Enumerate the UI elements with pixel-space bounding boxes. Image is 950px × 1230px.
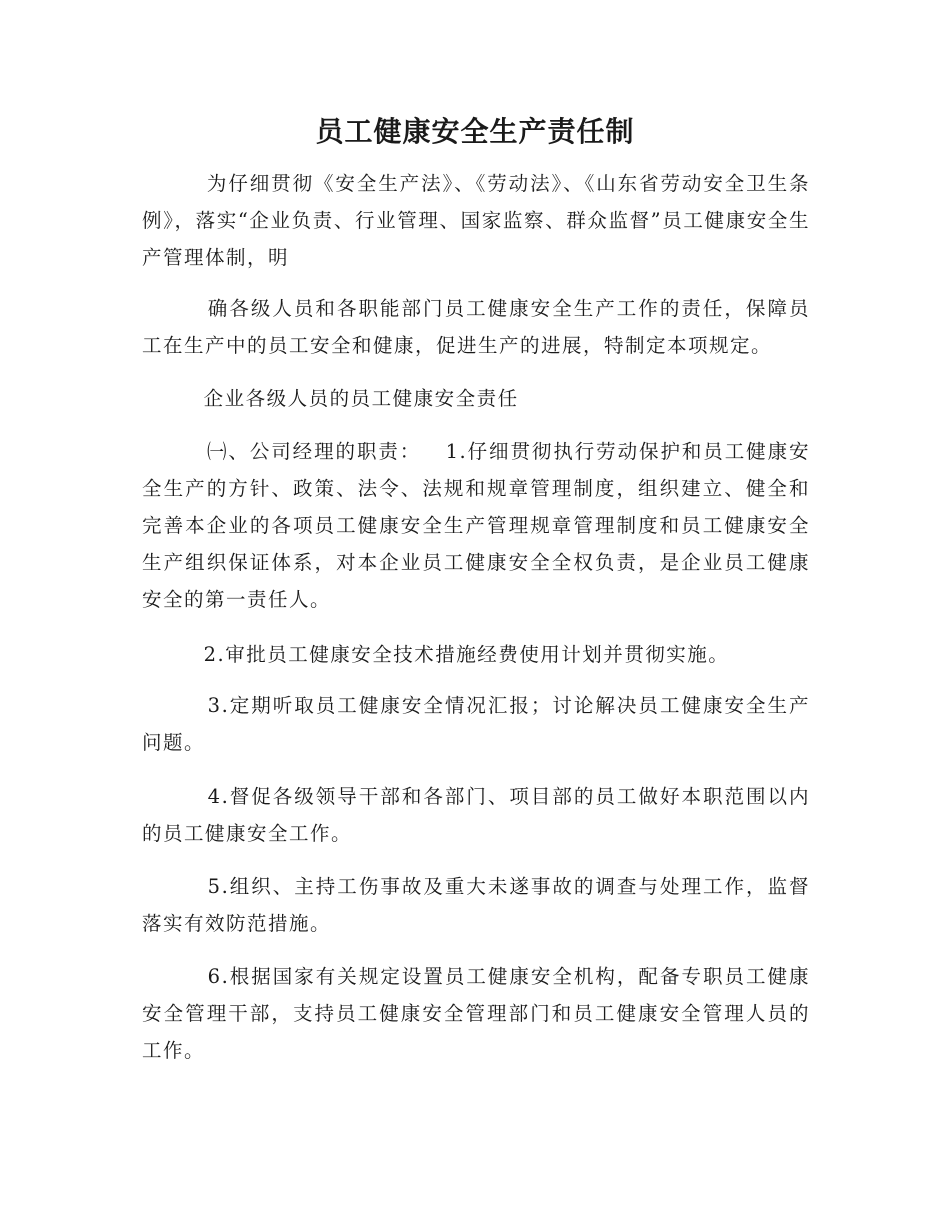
paragraph-intro: 为仔细贯彻《安全生产法》、《劳动法》、《山东省劳动安全卫生条例》，落实“企业负责、行业管理、国家监察、群众监督”员工健康安全生产管理体制，明 — [142, 172, 810, 269]
paragraph-item-3: 3.定期听取员工健康安全情况汇报；讨论解决员工健康安全生产问题。 — [142, 694, 810, 754]
paragraph-item-2: 2.审批员工健康安全技术措施经费使用计划并贯彻实施。 — [142, 643, 730, 666]
paragraph-item-6: 6.根据国家有关规定设置员工健康安全机构，配备专职员工健康安全管理干部，支持员工健康安全管理部门和员工健康安全管理人员的工作。 — [142, 965, 810, 1062]
paragraph-purpose: 确各级人员和各职能部门员工健康安全生产工作的责任，保障员工在生产中的员工安全和健康，促进生产的进展，特制定本项规定。 — [142, 297, 810, 357]
paragraph-item-1: ㈠、公司经理的职责： 1.仔细贯彻执行劳动保护和员工健康安全生产的方针、政策、法令、法规和规章管理制度，组织建立、健全和完善本企业的各项员工健康安全生产管理规章管理制度和员工健康安全生产组织保证体系，对本企业员工健康安全全权负责，是企业员工健康安全的第一责任人。 — [142, 440, 810, 611]
paragraph-item-5: 5.组织、主持工伤事故及重大未遂事故的调查与处理工作，监督落实有效防范措施。 — [142, 875, 810, 935]
document-title: 员工健康安全生产责任制 — [315, 115, 635, 148]
section-heading: 企业各级人员的员工健康安全责任 — [142, 387, 519, 410]
paragraph-item-4: 4.督促各级领导干部和各部门、项目部的员工做好本职范围以内的员工健康安全工作。 — [142, 785, 810, 845]
